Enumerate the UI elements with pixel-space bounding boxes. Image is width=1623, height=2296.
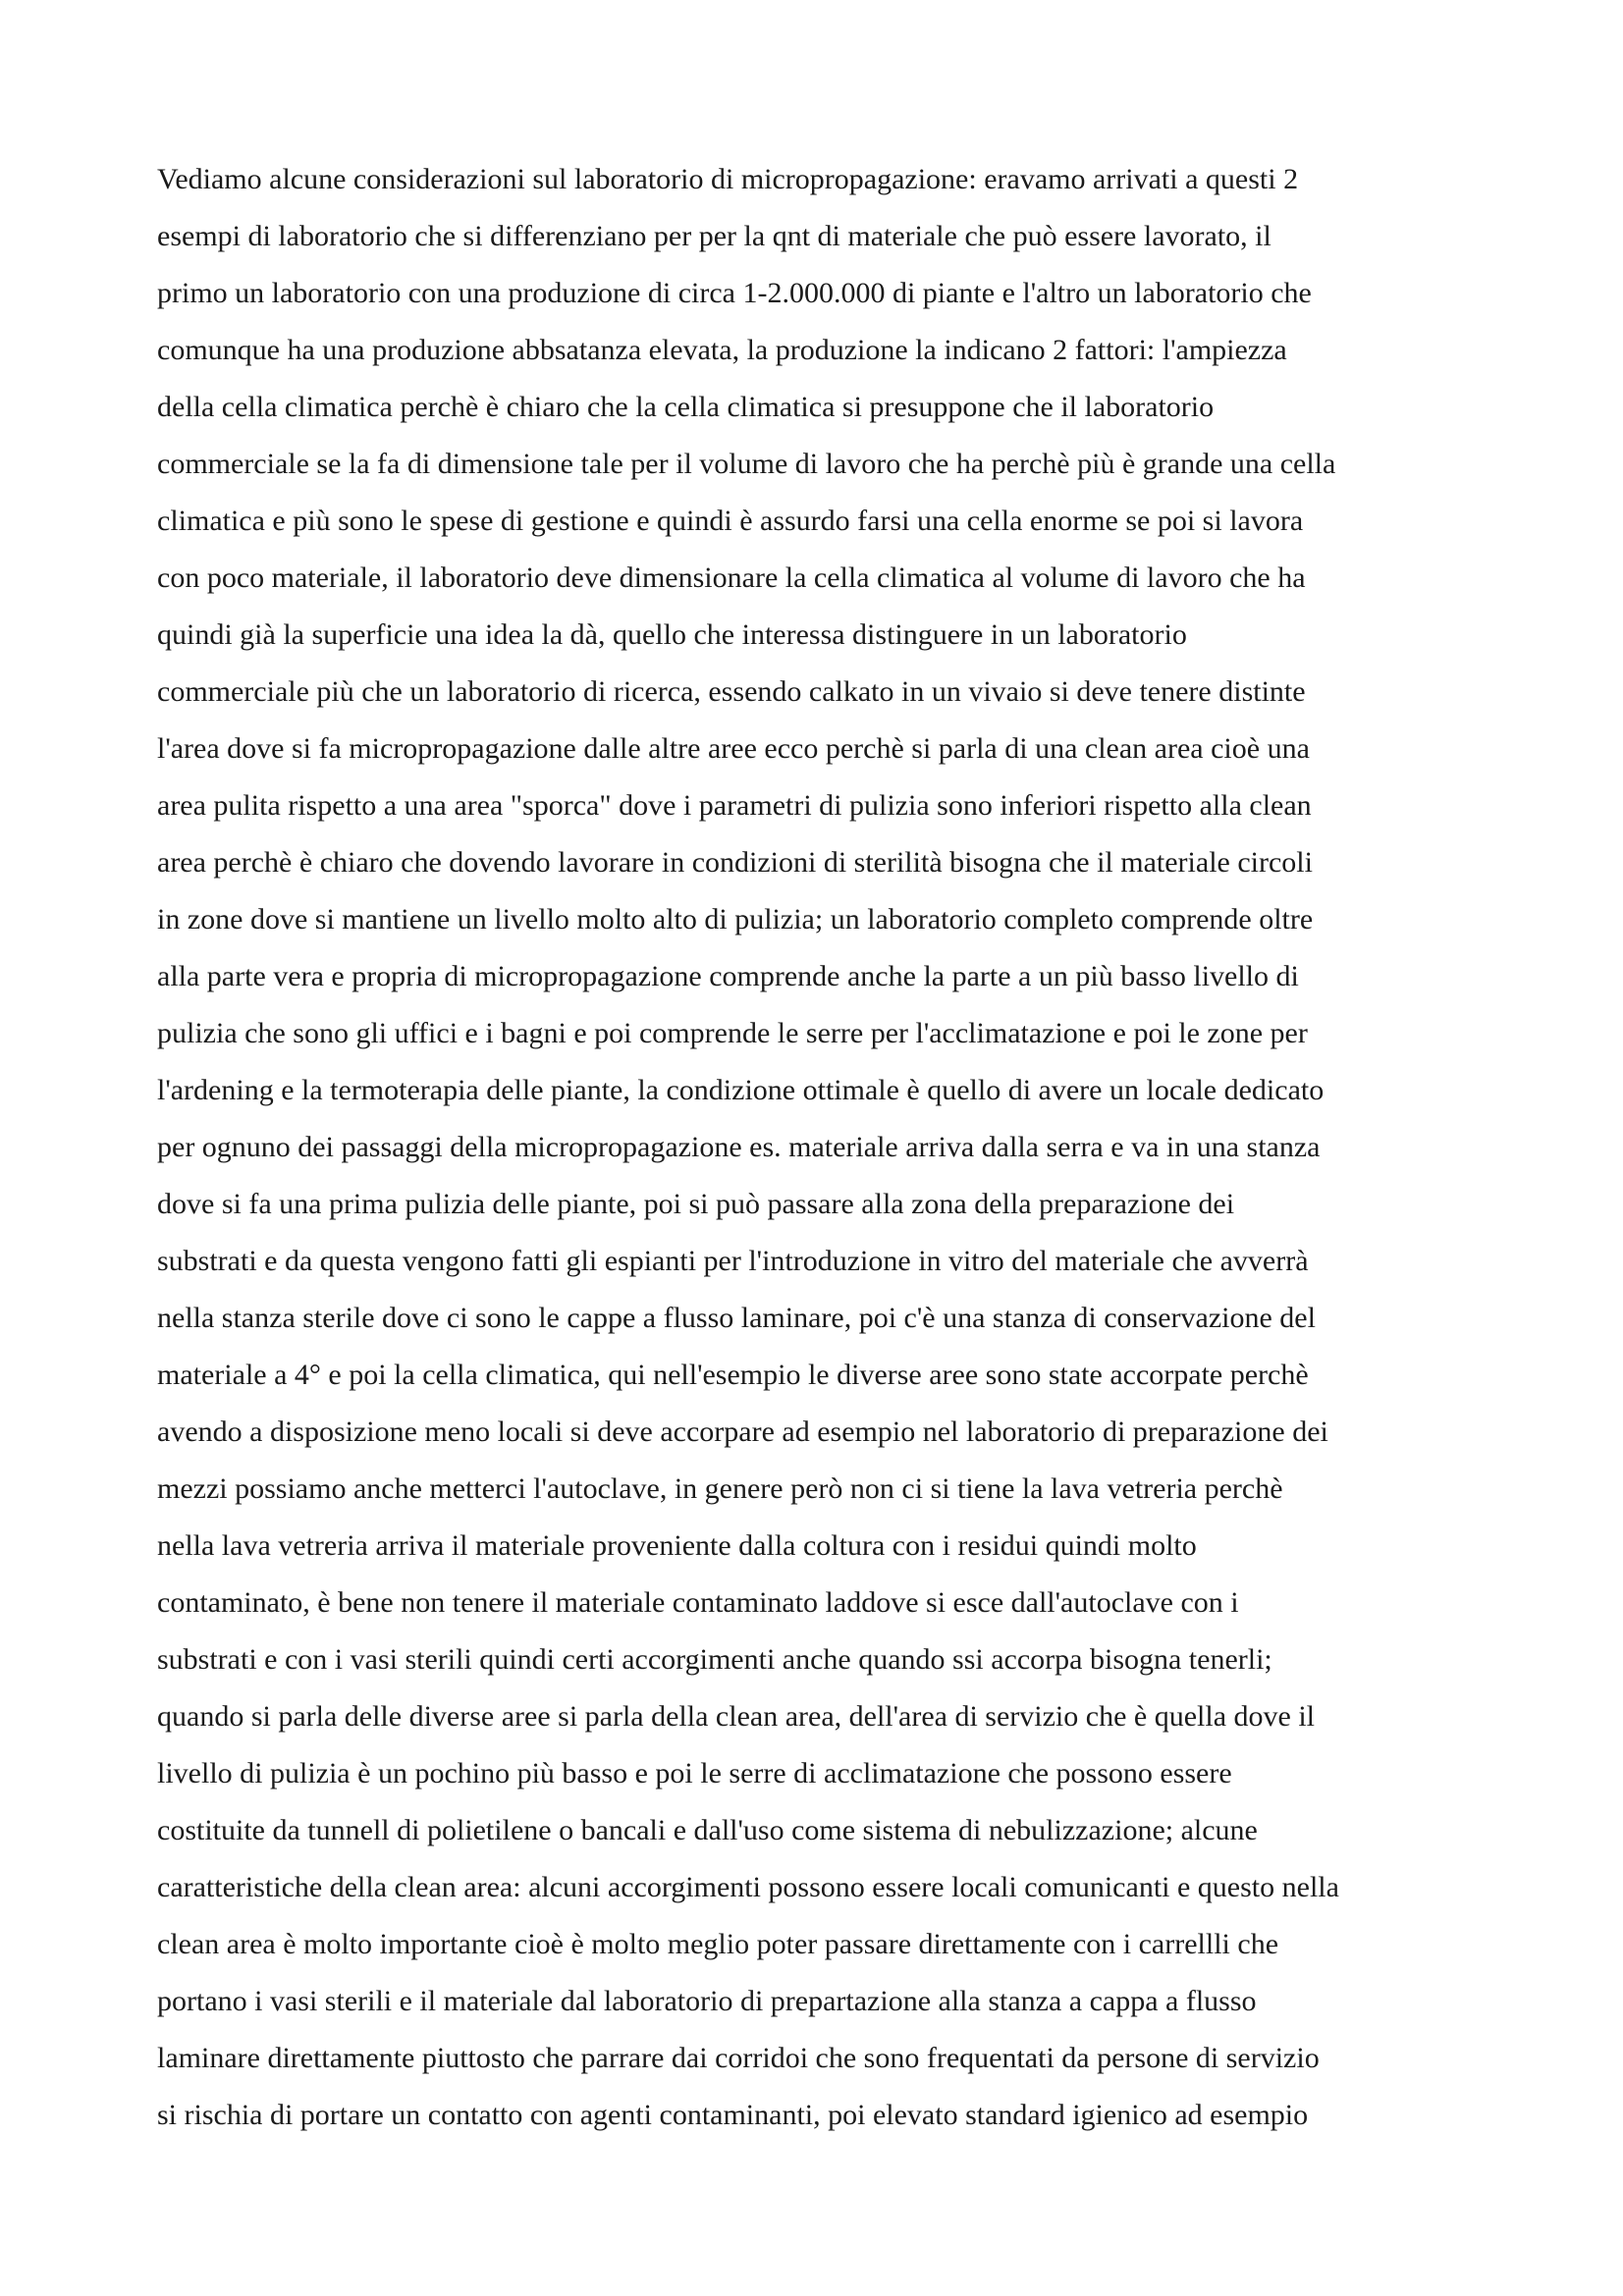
text-line: con poco materiale, il laboratorio deve dimensionare la cella climatica al volume di lavoro che ha	[157, 561, 1306, 594]
text-line: substrati e con i vasi sterili quindi certi accorgimenti anche quando ssi accorpa bisogna tenerli;	[157, 1643, 1272, 1676]
text-line: alla parte vera e propria di micropropagazione comprende anche la parte a un più basso livello di	[157, 960, 1299, 992]
text-line: contaminato, è bene non tenere il materiale contaminato laddove si esce dall'autoclave con i	[157, 1586, 1239, 1619]
text-line: quindi già la superficie una idea la dà, quello che interessa distinguere in un laboratorio	[157, 618, 1187, 651]
text-line: pulizia che sono gli uffici e i bagni e poi comprende le serre per l'acclimatazione e poi le zone per	[157, 1017, 1308, 1049]
text-line: climatica e più sono le spese di gestione e quindi è assurdo farsi una cella enorme se poi si lavora	[157, 505, 1304, 537]
text-line: substrati e da questa vengono fatti gli espianti per l'introduzione in vitro del materiale che avverrà	[157, 1245, 1309, 1277]
text-line: commerciale se la fa di dimensione tale per il volume di lavoro che ha perchè più è grande una cella	[157, 448, 1336, 480]
text-line: materiale a 4° e poi la cella climatica, qui nell'esempio le diverse aree sono state accorpate perchè	[157, 1359, 1309, 1391]
text-line: avendo a disposizione meno locali si deve accorpare ad esempio nel laboratorio di preparazione dei	[157, 1415, 1328, 1448]
text-line: costituite da tunnell di polietilene o bancali e dall'uso come sistema di nebulizzazione; alcune	[157, 1814, 1258, 1846]
body-text	[157, 151, 1492, 2144]
text-line: per ognuno dei passaggi della micropropagazione es. materiale arriva dalla serra e va in una stanza	[157, 1131, 1321, 1163]
text-line: area pulita rispetto a una area "sporca" dove i parametri di pulizia sono inferiori rispetto alla clean	[157, 789, 1312, 822]
text-line: della cella climatica perchè è chiaro che la cella climatica si presuppone che il laboratorio	[157, 391, 1215, 423]
text-line: portano i vasi sterili e il materiale dal laboratorio di prepartazione alla stanza a cappa a flusso	[157, 1985, 1257, 2017]
text-line: l'area dove si fa micropropagazione dalle altre aree ecco perchè si parla di una clean area cioè una	[157, 732, 1310, 765]
text-line: livello di pulizia è un pochino più basso e poi le serre di acclimatazione che possono essere	[157, 1757, 1232, 1789]
text-line: dove si fa una prima pulizia delle piante, poi si può passare alla zona della preparazione dei	[157, 1188, 1235, 1220]
text-line: si rischia di portare un contatto con agenti contaminanti, poi elevato standard igienico ad esempio	[157, 2099, 1309, 2131]
text-line: clean area è molto importante cioè è molto meglio poter passare direttamente con i carrellli che	[157, 1928, 1279, 1960]
text-line: in zone dove si mantiene un livello molto alto di pulizia; un laboratorio completo comprende oltre	[157, 903, 1314, 935]
text-line: primo un laboratorio con una produzione di circa 1-2.000.000 di piante e l'altro un laboratorio che	[157, 277, 1312, 309]
text-line: Vediamo alcune considerazioni sul laboratorio di micropropagazione: eravamo arrivati a questi 2	[157, 163, 1299, 195]
text-line: commerciale più che un laboratorio di ricerca, essendo calkato in un vivaio si deve tenere distinte	[157, 675, 1306, 708]
text-line: nella lava vetreria arriva il materiale proveniente dalla coltura con i residui quindi molto	[157, 1529, 1197, 1562]
text-line: caratteristiche della clean area: alcuni accorgimenti possono essere locali comunicanti e questo nella	[157, 1871, 1339, 1903]
text-line: l'ardening e la termoterapia delle piante, la condizione ottimale è quello di avere un locale dedicato	[157, 1074, 1325, 1106]
text-line: mezzi possiamo anche metterci l'autoclave, in genere però non ci si tiene la lava vetreria perchè	[157, 1472, 1283, 1505]
text-line: esempi di laboratorio che si differenziano per per la qnt di materiale che può essere lavorato, il	[157, 220, 1271, 252]
text-line: comunque ha una produzione abbsatanza elevata, la produzione la indicano 2 fattori: l'ampiezza	[157, 334, 1287, 366]
text-line: nella stanza sterile dove ci sono le cappe a flusso laminare, poi c'è una stanza di conservazione del	[157, 1302, 1316, 1334]
text-line: area perchè è chiaro che dovendo lavorare in condizioni di sterilità bisogna che il materiale circoli	[157, 846, 1313, 879]
text-line: quando si parla delle diverse aree si parla della clean area, dell'area di servizio che è quella dove il	[157, 1700, 1315, 1733]
text-line: laminare direttamente piuttosto che parrare dai corridoi che sono frequentati da persone di servizio	[157, 2042, 1320, 2074]
